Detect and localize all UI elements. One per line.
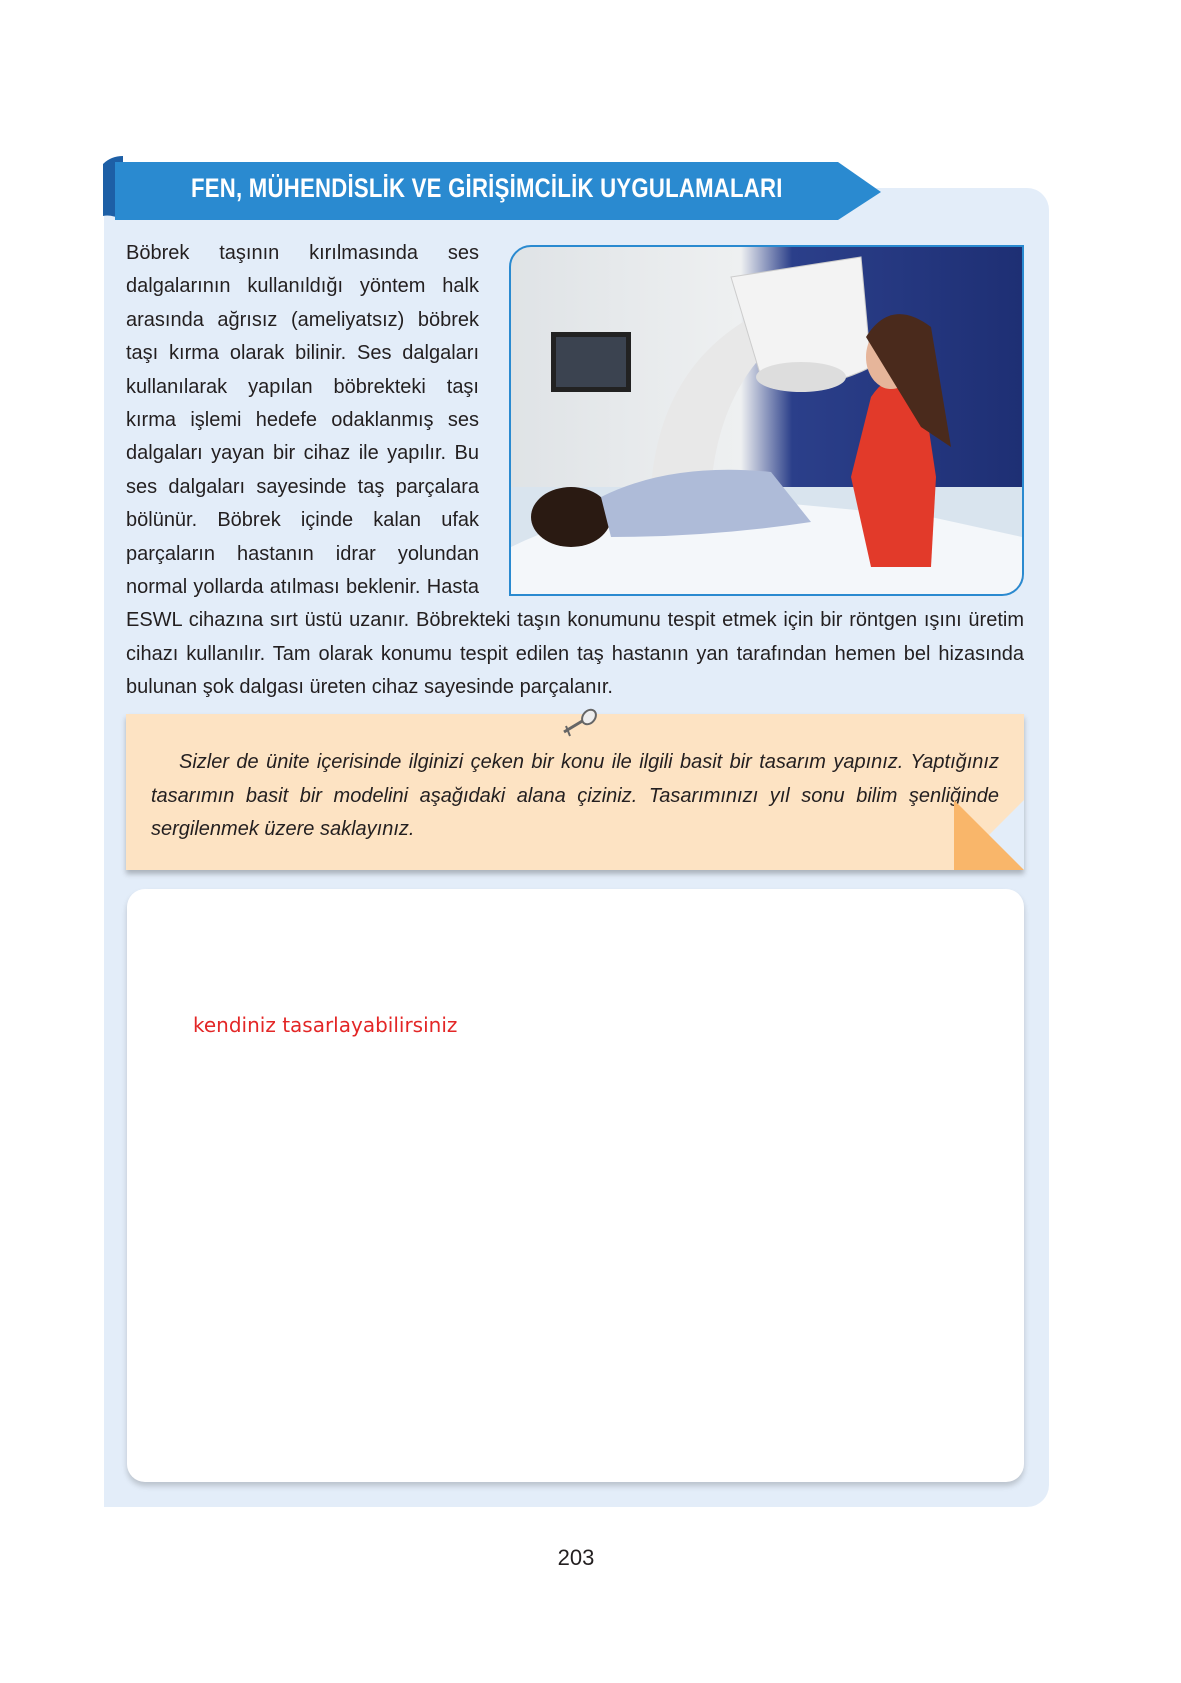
article-text <box>126 237 1024 705</box>
drawing-hint: kendiniz tasarlayabilirsiniz <box>193 1013 458 1037</box>
drawing-area[interactable] <box>127 889 1024 1482</box>
article-paragraph: Böbrek taşının kırılmasında ses dalgalarının kullanıldığı yöntem halk arasında ağrısız (ameliyatsız) böbrek taşı kırma olarak bilinir. Ses dalgaları kullanılarak yapılan böbrekteki taşı kırma işlemi hedefe odaklanmış ses dalgaları yayan bir cihaz ile yapılır. Bu ses dalgaları sayesinde taş parçalara bölünür. Böbrek içinde kalan ufak parçaların hastanın idrar yolundan normal yollarda atılması beklenir. Hasta ESWL cihazına sırt üstü uzanır. Böbrekteki taşın konumunu tespit etmek için bir röntgen ışını üretim cihazı kullanılır. Tam olarak konumu tespit edilen taş hastanın yan tarafından hemen bel hizasında bulunan şok dalgası üreten cihaz sayesinde parçalanır. <box>126 242 1024 699</box>
page-curl <box>954 800 1024 870</box>
pushpin-icon <box>560 708 600 738</box>
page-number: 203 <box>557 1545 595 1570</box>
eswl-procedure-photo <box>509 245 1024 596</box>
task-instructions: Sizler de ünite içerisinde ilginizi çeken bir konu ile ilgili basit bir tasarım yapınız. Yaptığınız tasarımın basit bir modelini aşağıdaki alana çiziniz. Tasarımınızı yıl sonu bilim şenliğinde sergilenmek üzere saklayınız. <box>151 751 999 840</box>
section-title: FEN, MÜHENDİSLİK VE GİRİŞİMCİLİK UYGULAMALARI <box>191 173 783 203</box>
